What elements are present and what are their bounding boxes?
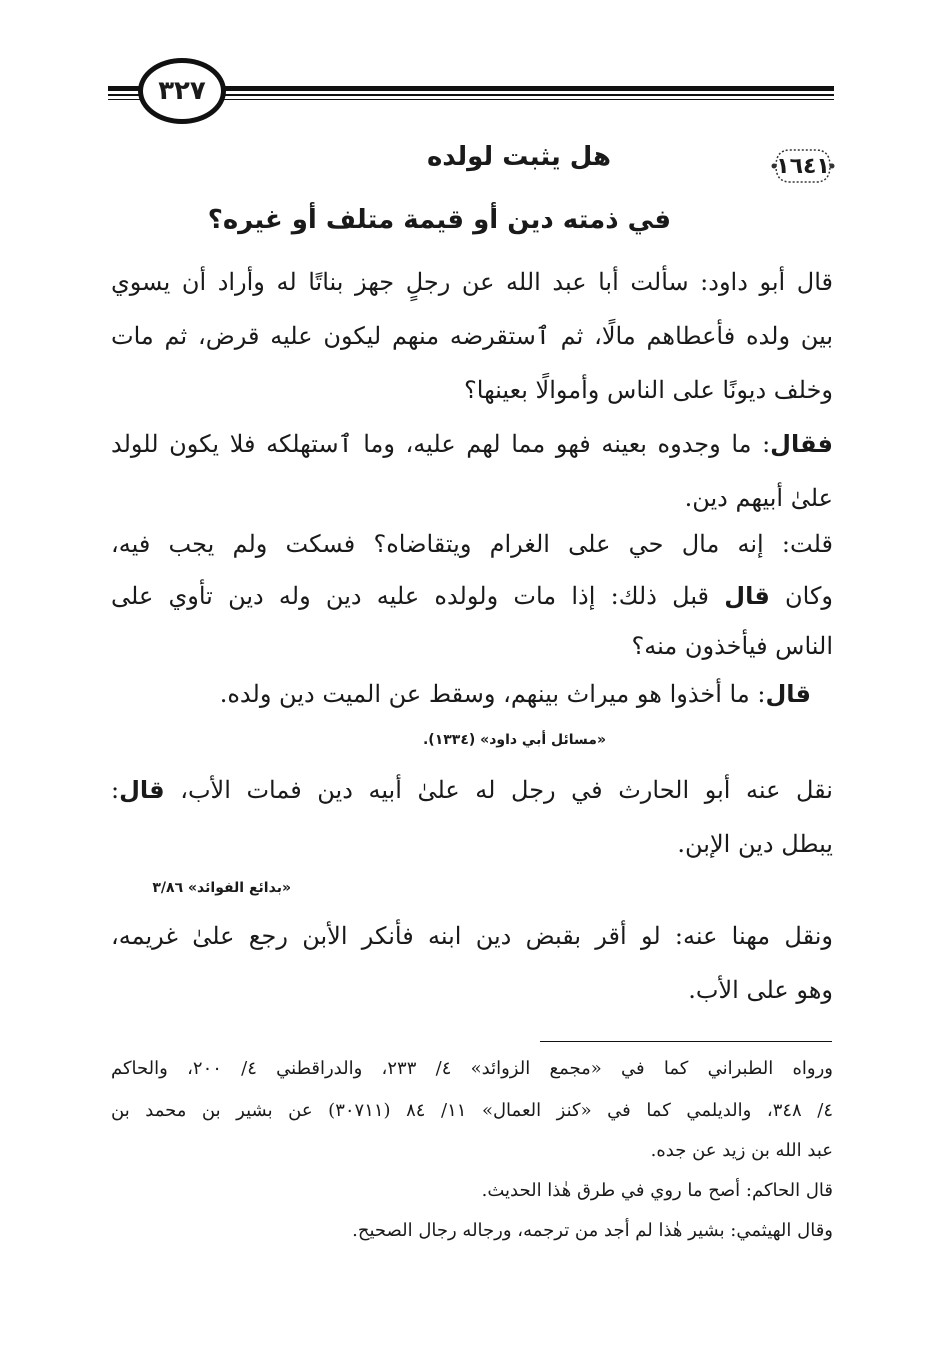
text-line: وهو على الأب. xyxy=(688,976,833,1004)
text-line: يبطل دين الإبن. xyxy=(677,830,833,858)
footnote-line: عبد الله بن زيد عن جده. xyxy=(650,1140,833,1161)
footnote-line: ورواه الطبراني كما في «مجمع الزوائد» ٤/ ٢٣٣، والدراقطني ٤/ ٢٠٠، والحاكم xyxy=(111,1058,833,1079)
speaker-label: فقال xyxy=(770,430,833,458)
entry-number-badge xyxy=(770,144,836,188)
footnote-line: وقال الهيثمي: بشير هٰذا لم أجد من ترجمه، ورجاله رجال الصحيح. xyxy=(352,1220,833,1241)
text-line: الناس فيأخذون منه؟ xyxy=(631,632,833,660)
text-line: علىٰ أبيهم دين. xyxy=(684,484,833,512)
entry-number: ١٦٤١ xyxy=(776,153,830,179)
entry-title: هل يثبت لولده xyxy=(426,142,611,172)
speaker-label: قال xyxy=(119,776,165,804)
text-line: قال: ما أخذوا هو ميراث بينهم، وسقط عن الميت دين ولده. xyxy=(219,680,811,708)
footnote-separator xyxy=(540,1041,832,1042)
text-line: قلت: إنه مال حي على الغرام ويتقاضاه؟ فسكت ولم يجب فيه، xyxy=(111,530,833,558)
footnote-line: ٤/ ٣٤٨، والديلمي كما في «كنز العمال» ١١/ ٨٤ (٣٠٧١١) عن بشير بن محمد بن xyxy=(111,1100,834,1121)
source-citation: «بدائع الفوائد» ٣/٨٦ xyxy=(152,880,291,896)
text-line: فقال: ما وجدوه بعينه فهو مما لهم عليه، وما ٱستهلكه فلا يكون للولد xyxy=(111,430,833,458)
source-citation: «مسائل أبي داود» (١٣٣٤). xyxy=(422,732,606,748)
text-line: بين ولده فأعطاهم مالًا، ثم ٱستقرضه منهم ليكون عليه قرض، ثم مات xyxy=(111,322,833,350)
footnote-line: قال الحاكم: أصح ما روي في طرق هٰذا الحديث. xyxy=(481,1180,833,1201)
text-line: قال أبو داود: سألت أبا عبد الله عن رجلٍ جهز بناتًا له وأراد أن يسوي xyxy=(111,268,833,296)
speaker-label: قال xyxy=(724,582,770,610)
text-line: ونقل مهنا عنه: لو أقر بقبض دين ابنه فأنكر الأبن رجع علىٰ غريمه، xyxy=(111,922,833,950)
text-line: وكان قال قبل ذلك: إذا مات ولولده عليه دين وله دين تأوي على xyxy=(111,582,833,610)
text-line: وخلف ديونًا على الناس وأموالًا بعينها؟ xyxy=(464,376,833,404)
entry-subtitle: في ذمته دين أو قيمة متلف أو غيره؟ xyxy=(207,205,671,235)
page-number: ٣٢٧ xyxy=(138,58,226,124)
speaker-label: قال xyxy=(765,680,811,708)
text-line: نقل عنه أبو الحارث في رجل له علىٰ أبيه دين فمات الأب، قال: xyxy=(111,776,833,804)
